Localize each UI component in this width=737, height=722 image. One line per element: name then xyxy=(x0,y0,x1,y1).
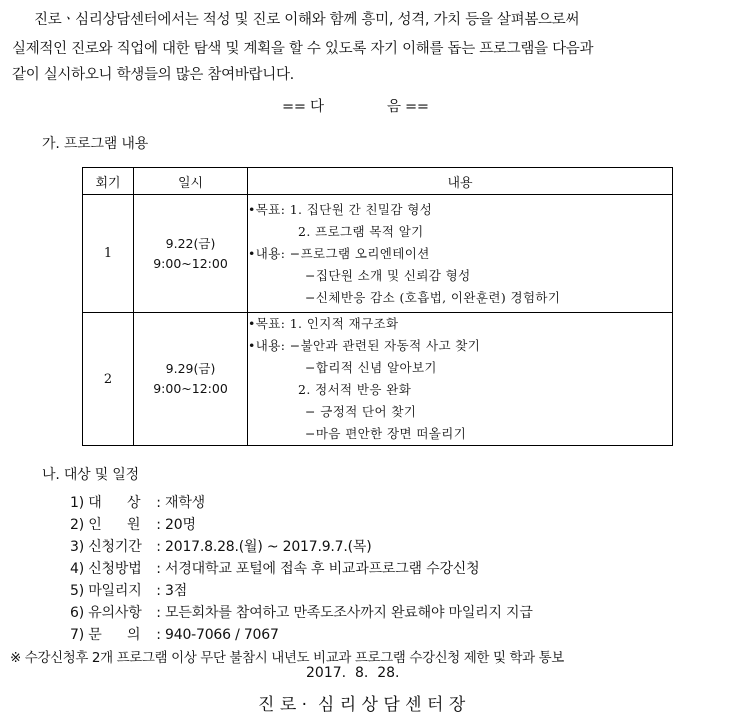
program-table xyxy=(82,167,673,446)
content-line: −마음 편안한 장면 떠올리기 xyxy=(305,426,467,441)
table-row xyxy=(83,313,673,446)
content-line: •목표: 1. 인지적 재구조화 xyxy=(248,316,399,331)
session-time: 9:00~12:00 xyxy=(153,255,228,271)
info-item xyxy=(70,492,205,512)
content-line: −신체반응 감소 (호흡법, 이완훈련) 경험하기 xyxy=(305,289,561,305)
info-label: 1) 대 상 xyxy=(70,495,141,511)
table-row xyxy=(83,195,673,313)
intro-line-3: 같이 실시하오니 학생들의 많은 참여바랍니다. xyxy=(12,67,294,83)
signature: 진 로 · 심 리 상 담 센 터 장 xyxy=(258,695,466,715)
content-line: − 긍정적 단어 찾기 xyxy=(305,404,417,419)
content-line: 2. 프로그램 목적 알기 xyxy=(298,223,424,239)
content-line: •내용: −프로그램 오리엔테이션 xyxy=(248,245,430,261)
header-date: 일시 xyxy=(134,168,248,195)
session-datetime xyxy=(134,195,248,313)
content-line: −집단원 소개 및 신뢰감 형성 xyxy=(305,267,471,283)
content-line: •목표: 1. 집단원 간 친밀감 형성 xyxy=(248,201,433,217)
info-value: : 모든회차를 참여하고 만족도조사까지 완료해야 마일리지 지급 xyxy=(156,605,533,621)
info-label: 6) 유의사항 xyxy=(70,605,142,621)
session-content xyxy=(248,195,673,313)
info-label: 3) 신청기간 xyxy=(70,539,142,555)
info-value: : 재학생 xyxy=(156,495,206,511)
info-value: : 20명 xyxy=(156,517,196,533)
info-item xyxy=(70,580,187,600)
table-header-row xyxy=(83,168,673,195)
heading-left: == 다 xyxy=(282,99,324,115)
info-value: : 서경대학교 포털에 접속 후 비교과프로그램 수강신청 xyxy=(156,561,480,577)
info-label: 4) 신청방법 xyxy=(70,561,142,577)
section-b-title: 나. 대상 및 일정 xyxy=(42,467,139,483)
session-date: 9.22(금) xyxy=(165,235,216,251)
session-number: 2 xyxy=(83,313,134,446)
content-line: 2. 정서적 반응 완화 xyxy=(298,382,412,397)
notice: ※ 수강신청후 2개 프로그램 이상 무단 불참시 내년도 비교과 프로그램 수강신청 제한 및 학과 통보 xyxy=(10,650,564,666)
info-value: : 3점 xyxy=(156,583,188,599)
session-number: 1 xyxy=(83,195,134,313)
info-label: 7) 문 의 xyxy=(70,627,141,643)
session-date: 9.29(금) xyxy=(165,361,216,376)
intro-line-2: 실제적인 진로와 직업에 대한 탐색 및 계획을 할 수 있도록 자기 이해를 돕는 프로그램을 다음과 xyxy=(12,41,594,57)
issue-date: 2017. 8. 28. xyxy=(306,665,400,681)
content-line: •내용: −불안과 관련된 자동적 사고 찾기 xyxy=(248,338,481,353)
header-session: 회기 xyxy=(83,168,134,195)
info-item xyxy=(70,536,371,556)
intro-line-1: 진로ㆍ심리상담센터에서는 적성 및 진로 이해와 함께 흥미, 성격, 가치 등을 살펴봄으로써 xyxy=(34,12,580,28)
session-content xyxy=(248,313,673,446)
info-label: 2) 인 원 xyxy=(70,517,141,533)
content-line: −합리적 신념 알아보기 xyxy=(305,360,437,375)
info-label: 5) 마일리지 xyxy=(70,583,142,599)
header-content: 내용 xyxy=(248,168,673,195)
session-time: 9:00~12:00 xyxy=(153,381,228,396)
info-item xyxy=(70,558,479,578)
heading-right: 음 == xyxy=(387,99,429,115)
section-a-title: 가. 프로그램 내용 xyxy=(42,136,149,152)
session-datetime xyxy=(134,313,248,446)
info-value: : 940-7066 / 7067 xyxy=(156,627,279,643)
info-value: : 2017.8.28.(월) ~ 2017.9.7.(목) xyxy=(156,539,372,555)
info-item xyxy=(70,602,533,622)
info-item xyxy=(70,514,196,534)
info-item xyxy=(70,624,279,644)
